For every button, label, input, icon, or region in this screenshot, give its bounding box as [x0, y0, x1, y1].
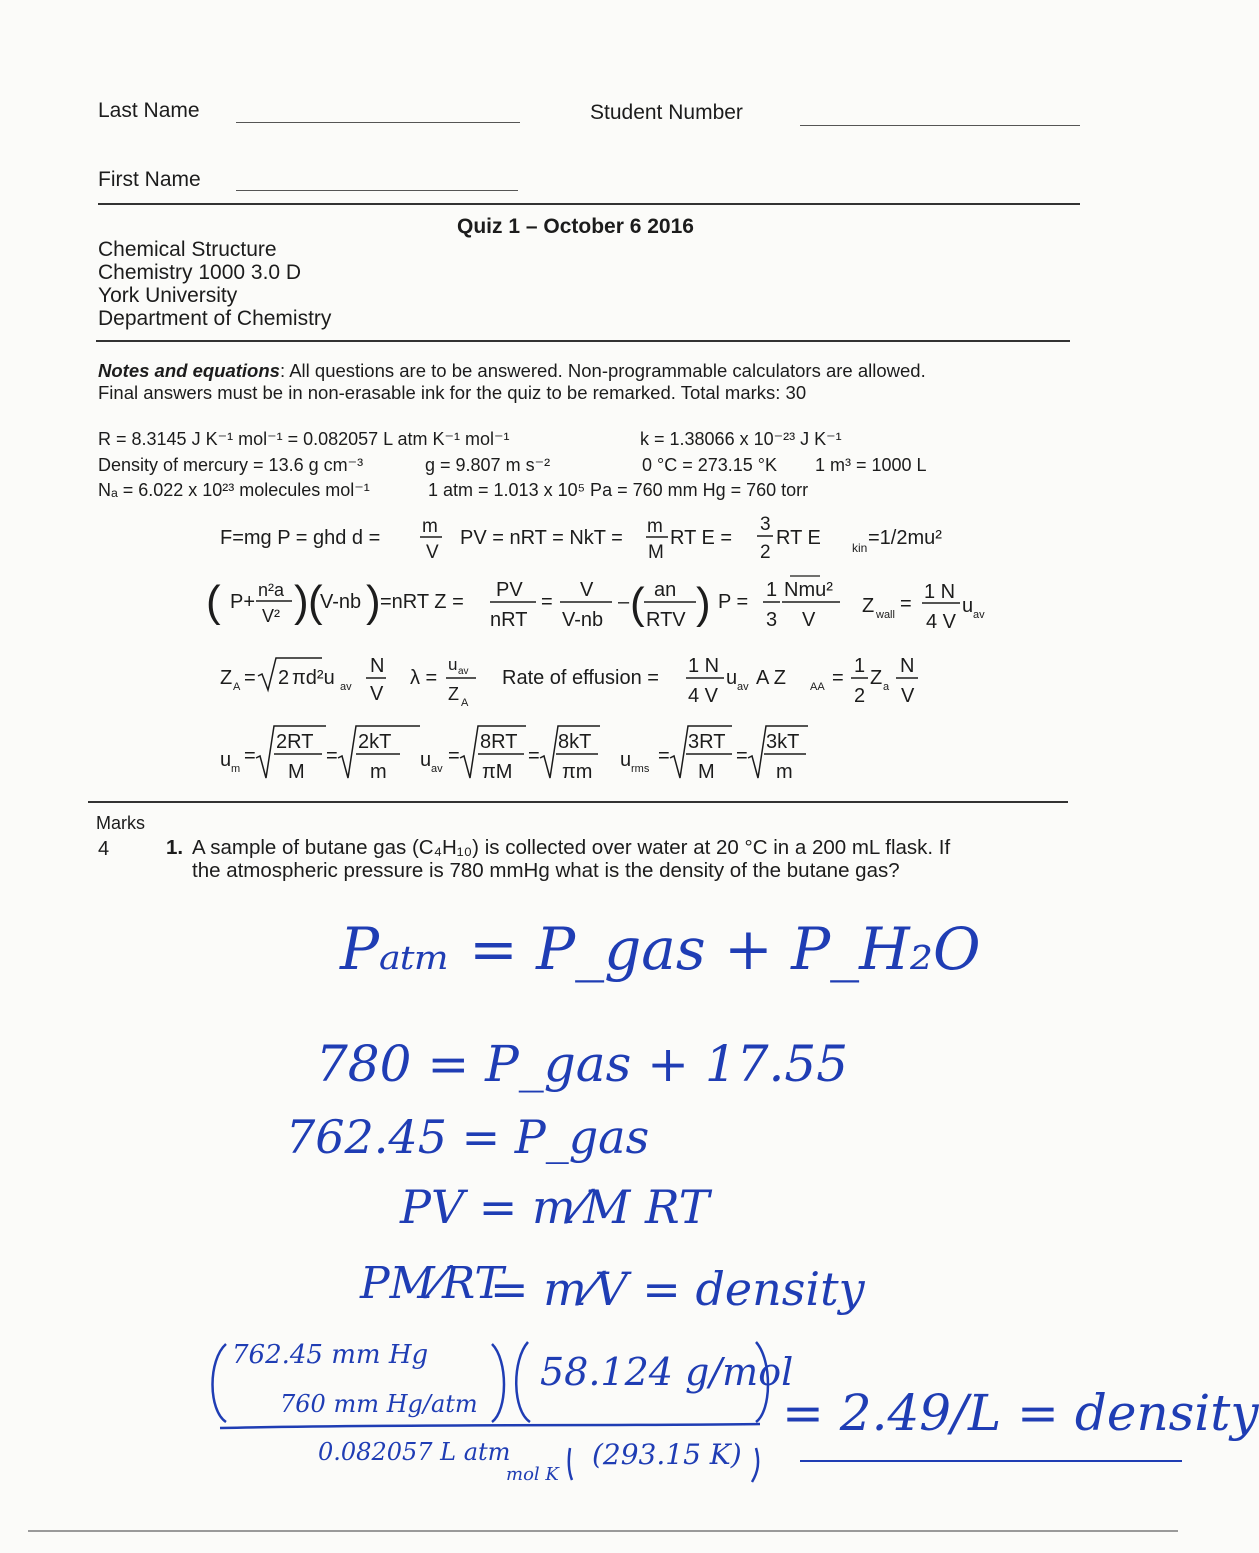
- svg-text:an: an: [654, 579, 677, 601]
- equations-divider: [88, 801, 1068, 803]
- svg-text:rms: rms: [631, 763, 650, 775]
- svg-text:m: m: [776, 761, 793, 783]
- svg-text:PV: PV: [496, 579, 523, 601]
- svg-text:8RT: 8RT: [480, 731, 518, 753]
- notes-heading: Notes and equations: [98, 360, 280, 381]
- question-1-marks: 4: [98, 838, 110, 860]
- handwritten-answer: = 2.49/L = density: [782, 1384, 1259, 1442]
- notes-line-2: Final answers must be in non-erasable ink for the quiz to be remarked. Total marks: 30: [98, 382, 807, 403]
- svg-text:u: u: [726, 667, 738, 689]
- student-number-field[interactable]: [800, 125, 1080, 126]
- handwritten-pm-over-rt: PM⁄RT: [360, 1258, 504, 1309]
- handwritten-gas-pressure: 762.45 = P_gas: [286, 1110, 650, 1164]
- svg-text:u: u: [962, 595, 974, 617]
- svg-text:n²a: n²a: [258, 580, 285, 600]
- svg-text:(: (: [630, 579, 645, 628]
- svg-text:u: u: [220, 749, 232, 771]
- svg-text:N: N: [900, 655, 915, 677]
- course-info: [98, 238, 331, 330]
- svg-text:3: 3: [766, 609, 778, 631]
- svg-text:A: A: [233, 681, 241, 693]
- equations-figure: [200, 508, 1020, 790]
- svg-text:–: –: [618, 591, 630, 613]
- svg-text:=nRT Z =: =nRT Z =: [380, 591, 464, 613]
- svg-text:=: =: [528, 745, 540, 767]
- university-name: York University: [98, 284, 238, 307]
- svg-text:Nmu²: Nmu²: [784, 579, 833, 601]
- svg-text:V: V: [901, 685, 915, 707]
- svg-text:m: m: [422, 516, 438, 537]
- course-divider: [96, 340, 1070, 342]
- svg-text:2kT: 2kT: [358, 731, 392, 753]
- eq-force-pressure-density: F=mg P = ghd d =: [220, 527, 381, 549]
- svg-text:A Z: A Z: [756, 667, 787, 689]
- svg-text:m: m: [370, 761, 387, 783]
- svg-text:1: 1: [766, 579, 778, 601]
- svg-text:1 N: 1 N: [924, 581, 956, 603]
- svg-text:2: 2: [854, 685, 866, 707]
- quiz-title: Quiz 1 – October 6 2016: [457, 215, 694, 238]
- svg-text:2: 2: [278, 667, 290, 689]
- svg-text:V: V: [802, 609, 816, 631]
- svg-text:m: m: [647, 516, 663, 537]
- svg-text:av: av: [458, 666, 469, 677]
- svg-text:): ): [294, 577, 309, 626]
- svg-text:Z: Z: [448, 684, 459, 704]
- svg-text:V: V: [426, 542, 439, 563]
- svg-text:a: a: [883, 681, 890, 693]
- svg-text:Z: Z: [870, 667, 883, 689]
- svg-text:2: 2: [760, 542, 771, 563]
- handwritten-pressure-values: 780 = P_gas + 17.55: [316, 1035, 849, 1093]
- svg-text:N: N: [370, 655, 385, 677]
- svg-text:8kT: 8kT: [558, 731, 592, 753]
- svg-text:P+: P+: [230, 591, 256, 613]
- course-code: Chemistry 1000 3.0 D: [98, 261, 302, 284]
- svg-text:M: M: [648, 542, 664, 563]
- gravity-constant: g = 9.807 m s⁻²: [425, 455, 551, 475]
- svg-text:V-nb: V-nb: [562, 609, 604, 631]
- svg-text:(: (: [308, 577, 323, 626]
- handwritten-density-def: = m⁄V = density: [490, 1262, 865, 1316]
- svg-text:V: V: [370, 683, 384, 705]
- student-number-label: Student Number: [590, 101, 743, 124]
- eq-energy: RT E =: [670, 527, 733, 549]
- svg-text:av: av: [431, 763, 443, 775]
- svg-text:=: =: [244, 745, 256, 767]
- svg-text:=: =: [541, 591, 553, 613]
- svg-text:M: M: [288, 761, 305, 783]
- handwritten-denominator-r: 0.082057 L atm: [318, 1438, 511, 1466]
- answer-underline: [800, 1460, 1182, 1462]
- question-1-text: [192, 836, 950, 882]
- svg-text:av: av: [973, 609, 985, 621]
- svg-text:3RT: 3RT: [688, 731, 726, 753]
- svg-text:wall: wall: [876, 609, 895, 621]
- svg-text:kin: kin: [852, 541, 868, 555]
- svg-text:4 V: 4 V: [688, 685, 719, 707]
- first-name-label: First Name: [98, 168, 201, 191]
- handwritten-denominator-r-units: mol K: [506, 1464, 559, 1485]
- svg-text:=: =: [658, 745, 670, 767]
- svg-text:av: av: [737, 681, 749, 693]
- svg-text:πd²u: πd²u: [292, 667, 335, 689]
- handwritten-ideal-gas: PV = m⁄M RT: [400, 1180, 710, 1234]
- svg-text:P =: P =: [718, 591, 749, 613]
- svg-text:3: 3: [760, 514, 771, 535]
- notes-block: [98, 360, 926, 404]
- mercury-density: Density of mercury = 13.6 g cm⁻³: [98, 455, 364, 475]
- svg-text:=: =: [736, 745, 748, 767]
- question-1-line-1: A sample of butane gas (C₄H₁₀) is collected over water at 20 °C in a 200 mL flask. If: [192, 836, 951, 859]
- svg-text:RTV: RTV: [646, 609, 686, 631]
- handwritten-pressure-sum: Pₐₜₘ = P_gas + P_H₂O: [340, 915, 981, 983]
- svg-text:V: V: [580, 579, 594, 601]
- eq-kinetic-energy: RT E: [776, 527, 821, 549]
- svg-text:4 V: 4 V: [926, 611, 957, 633]
- zero-celsius: 0 °C = 273.15 °K: [642, 455, 777, 475]
- svg-text:nRT: nRT: [490, 609, 528, 631]
- svg-text:u: u: [620, 749, 632, 771]
- svg-text:πm: πm: [562, 761, 593, 783]
- cubic-meter-conversion: 1 m³ = 1000 L: [815, 455, 927, 475]
- last-name-label: Last Name: [98, 99, 200, 122]
- gas-constant: R = 8.3145 J K⁻¹ mol⁻¹ = 0.082057 L atm K⁻¹ mol⁻¹: [98, 429, 510, 449]
- svg-text:1: 1: [854, 655, 866, 677]
- handwritten-numerator-2: 760 mm Hg/atm: [280, 1390, 478, 1418]
- first-name-field[interactable]: [236, 190, 518, 191]
- svg-text:u: u: [420, 749, 432, 771]
- avogadro-number: Nₐ = 6.022 x 10²³ molecules mol⁻¹: [98, 480, 370, 500]
- notes-line-1: : All questions are to be answered. Non-programmable calculators are allowed.: [279, 360, 926, 381]
- last-name-field[interactable]: [236, 122, 520, 123]
- question-1-line-2: the atmospheric pressure is 780 mmHg what is the density of the butane gas?: [192, 859, 900, 882]
- svg-text:=: =: [832, 667, 844, 689]
- department-name: Department of Chemistry: [98, 307, 332, 330]
- eq-ideal-gas: PV = nRT = NkT =: [460, 527, 623, 549]
- svg-text:AA: AA: [810, 681, 825, 693]
- svg-text:Z: Z: [862, 595, 875, 617]
- marks-label: Marks: [96, 813, 145, 833]
- svg-text:A: A: [461, 697, 469, 709]
- header-divider: [98, 203, 1080, 205]
- svg-text:m: m: [231, 763, 241, 775]
- svg-text:1 N: 1 N: [688, 655, 720, 677]
- handwritten-denominator-t: (293.15 K): [592, 1438, 742, 1471]
- svg-text:=: =: [900, 593, 912, 615]
- atm-conversion: 1 atm = 1.013 x 10⁵ Pa = 760 mm Hg = 760 torr: [428, 480, 809, 500]
- svg-text:λ =: λ =: [410, 667, 438, 689]
- handwritten-molar-mass: 58.124 g/mol: [540, 1350, 794, 1394]
- svg-text:2RT: 2RT: [276, 731, 314, 753]
- question-1-number: 1.: [166, 836, 184, 859]
- boltzmann-constant: k = 1.38066 x 10⁻²³ J K⁻¹: [640, 429, 842, 449]
- svg-text:=: =: [244, 667, 256, 689]
- svg-text:V²: V²: [262, 606, 280, 626]
- svg-text:=: =: [448, 745, 460, 767]
- page-bottom-edge: [28, 1530, 1178, 1532]
- course-title: Chemical Structure: [98, 238, 277, 261]
- svg-text:(: (: [206, 577, 221, 626]
- eq-rate-of-effusion: Rate of effusion =: [502, 667, 659, 689]
- svg-text:av: av: [340, 681, 352, 693]
- svg-text:u: u: [448, 655, 458, 674]
- svg-text:3kT: 3kT: [766, 731, 800, 753]
- eq-kinetic-energy-rhs: =1/2mu²: [868, 527, 942, 549]
- svg-text:): ): [696, 579, 711, 628]
- svg-text:Z: Z: [220, 667, 233, 689]
- handwritten-numerator-1: 762.45 mm Hg: [232, 1340, 429, 1370]
- svg-text:): ): [366, 577, 381, 626]
- svg-text:M: M: [698, 761, 715, 783]
- svg-text:=: =: [326, 745, 338, 767]
- svg-text:V-nb: V-nb: [320, 591, 362, 613]
- svg-text:πM: πM: [482, 761, 513, 783]
